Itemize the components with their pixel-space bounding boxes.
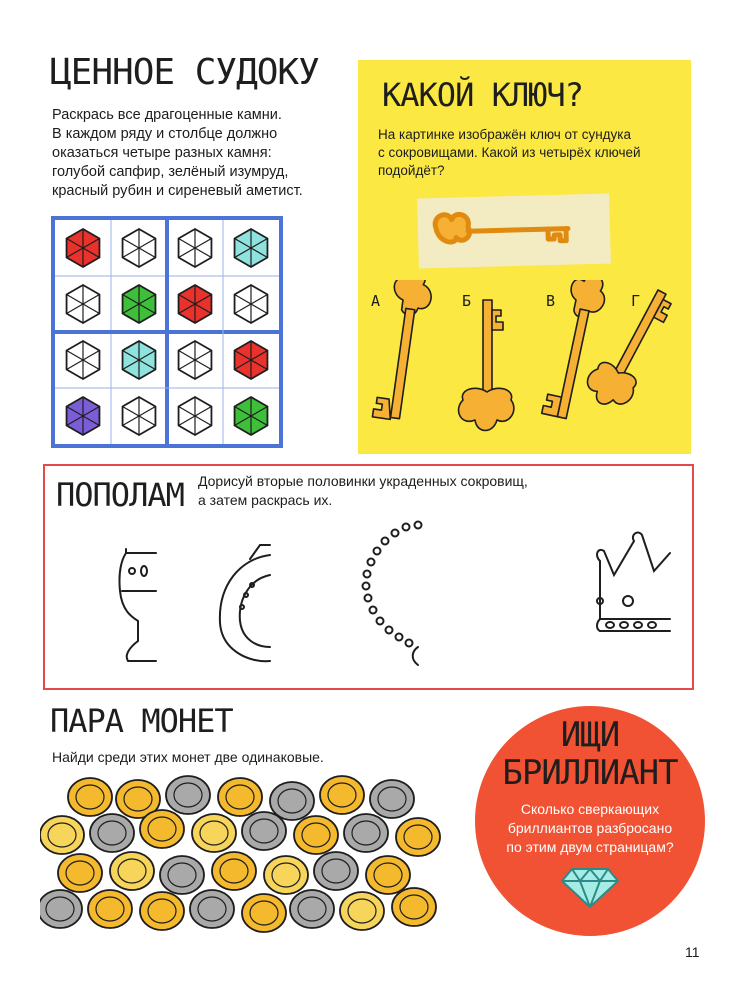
coin[interactable] (68, 778, 112, 816)
halves-drawings (100, 515, 680, 675)
diamond-text-line: бриллиантов разбросано (507, 820, 673, 836)
sudoku-text-line: голубой сапфир, зелёный изумруд, (52, 164, 289, 180)
coin[interactable] (242, 812, 286, 850)
key-text-line: подойдёт? (378, 163, 445, 178)
sudoku-title: ЦЕННОЕ СУДОКУ (50, 52, 319, 93)
coin[interactable] (320, 776, 364, 814)
coin[interactable] (192, 814, 236, 852)
diamond-icon (560, 865, 620, 909)
diamond-title-line1: ИЩИ (560, 715, 620, 755)
sudoku-text-line: оказаться четыре разных камня: (52, 145, 272, 161)
sudoku-grid[interactable] (51, 216, 283, 448)
coin[interactable] (190, 890, 234, 928)
halves-title: ПОПОЛАМ (56, 476, 184, 514)
coin[interactable] (140, 892, 184, 930)
key-instructions (378, 126, 678, 180)
key-options (358, 280, 691, 450)
coin[interactable] (160, 856, 204, 894)
key-option-c-label: В (546, 292, 556, 310)
coins-instructions: Найди среди этих монет две одинаковые. (52, 749, 324, 765)
coin[interactable] (88, 890, 132, 928)
sudoku-text-line: красный рубин и сиреневый аметист. (52, 183, 303, 199)
coin[interactable] (218, 778, 262, 816)
key-option-a-label: А (371, 292, 381, 310)
coin[interactable] (294, 816, 338, 854)
diamond-text-line: по этим двум страницам? (506, 839, 674, 855)
key-option-b[interactable] (459, 300, 514, 431)
key-option-b-label: Б (462, 292, 472, 310)
sudoku-instructions (52, 106, 342, 201)
coin[interactable] (370, 780, 414, 818)
key-option-d-label: Г (631, 292, 641, 310)
key-option-a[interactable] (372, 280, 434, 423)
diamond-title-line2: БРИЛЛИАНТ (502, 753, 678, 793)
coins-title: ПАРА МОНЕТ (50, 702, 233, 740)
half-ring[interactable] (220, 545, 270, 661)
coin-pile[interactable] (40, 775, 470, 935)
coin[interactable] (140, 810, 184, 848)
find-diamond-content (475, 716, 705, 914)
half-crown[interactable] (597, 533, 670, 631)
halves-instructions (198, 472, 578, 510)
halves-text-line: а затем раскрась их. (198, 492, 333, 508)
sudoku-text-line: Раскрась все драгоценные камни. (52, 107, 282, 123)
diamond-text-line: Сколько сверкающих (520, 801, 660, 817)
coin[interactable] (264, 856, 308, 894)
page-number: 11 (685, 944, 700, 960)
half-goblet[interactable] (119, 549, 156, 661)
coin[interactable] (366, 856, 410, 894)
coin[interactable] (242, 894, 286, 932)
coin[interactable] (40, 890, 82, 928)
halves-text-line: Дорисуй вторые половинки украденных сокровищ, (198, 473, 528, 489)
coin[interactable] (396, 818, 440, 856)
coin[interactable] (314, 852, 358, 890)
coin[interactable] (270, 782, 314, 820)
coin[interactable] (166, 776, 210, 814)
reference-key-icon (417, 193, 611, 268)
reference-key-image (417, 193, 611, 268)
half-necklace[interactable] (363, 522, 422, 666)
coin[interactable] (290, 890, 334, 928)
coin[interactable] (212, 852, 256, 890)
coin[interactable] (340, 892, 384, 930)
coin[interactable] (40, 816, 84, 854)
coin[interactable] (110, 852, 154, 890)
coin[interactable] (344, 814, 388, 852)
coin[interactable] (392, 888, 436, 926)
key-text-line: с сокровищами. Какой из четырёх ключей (378, 145, 641, 160)
key-title: КАКОЙ КЛЮЧ? (382, 76, 583, 114)
diamond-text (475, 800, 705, 857)
key-text-line: На картинке изображён ключ от сундука (378, 127, 631, 142)
sudoku-text-line: В каждом ряду и столбце должно (52, 126, 278, 142)
coin[interactable] (58, 854, 102, 892)
coin[interactable] (90, 814, 134, 852)
